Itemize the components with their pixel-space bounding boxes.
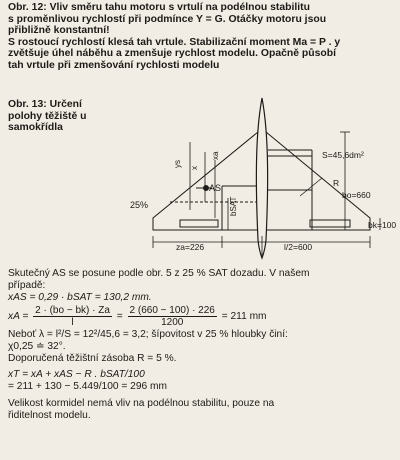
fuselage-outline	[256, 98, 267, 258]
ys-label: ys	[173, 160, 182, 168]
paragraph: Velikost kormidel nemá vliv na podélnou stabilitu, pouze na	[8, 397, 275, 409]
half-span-label: l/2=600	[284, 242, 313, 252]
equation	[8, 305, 396, 329]
as-label: AS	[209, 183, 222, 193]
left-elevon	[180, 220, 218, 227]
root-chord-label: bo=660	[342, 190, 371, 200]
fraction	[33, 305, 112, 328]
xa-label: xa	[211, 151, 220, 160]
caption-line: s proměnlivou rychlostí při podmínce Y = G. Otáčky motoru jsou	[8, 13, 327, 25]
paragraph: případě:	[8, 280, 46, 292]
numerator: 2 (660 − 100) · 226	[129, 304, 215, 316]
figure-12-caption	[8, 2, 396, 72]
caption-line: tah vrtule při zmenšování rychlosti modelu	[8, 59, 220, 71]
mac-label: bSAT	[229, 196, 238, 216]
denominator: 1200	[161, 316, 184, 328]
left-wing-outline	[153, 132, 258, 230]
caption-line: zvětšuje úhel náběhu a zmenšuje rychlost modelu. Opačně působí	[8, 48, 336, 60]
equation: χ0,25 ≐ 32°.	[8, 340, 66, 352]
flying-wing-diagram	[0, 90, 400, 262]
caption-line: polohy těžiště u	[8, 110, 87, 122]
caption-line: Obr. 12: Vliv směru tahu motoru s vrtulí na podélnou stabilitu	[8, 2, 310, 13]
r-label: R	[333, 178, 340, 188]
right-elevon	[310, 220, 350, 227]
equation: xT = xA + xAS − R . bSAT/100	[8, 369, 145, 381]
body-text	[8, 268, 396, 422]
caption-line: Obr. 13: Určení	[8, 99, 82, 110]
quarter-chord-label: 25%	[130, 200, 149, 210]
denominator: l	[71, 316, 74, 328]
equation-part: =	[116, 310, 123, 322]
area-label: S=45,6dm²	[322, 150, 364, 160]
caption-line: přibližně konstantní!	[8, 25, 110, 37]
paragraph: Skutečný AS se posune podle obr. 5 z 25 % SAT dozadu. V našem	[8, 268, 310, 279]
fraction	[128, 305, 217, 328]
caption-line: S rostoucí rychlostí klesá tah vrtule. Stabilizační moment Ma = P . y	[8, 36, 341, 48]
za-label: za=226	[176, 242, 205, 252]
x-label: x	[190, 166, 199, 170]
equation: xAS = 0,29 · bSAT = 130,2 mm.	[8, 292, 152, 304]
tip-chord-label: bk=100	[368, 220, 397, 230]
numerator: 2 · (bo − bk) · Za	[35, 304, 110, 316]
paragraph: Neboť λ = l²/S = 12²/45,6 = 3,2; šípovitost v 25 % hloubky činí:	[8, 328, 288, 340]
equation-part: = 211 mm	[221, 310, 267, 322]
equation: = 211 + 130 − 5.449/100 = 296 mm	[8, 381, 167, 393]
equation-part: xA =	[8, 310, 29, 322]
caption-line: samokřídla	[8, 122, 63, 134]
paragraph: Doporučená těžištní zásoba R = 5 %.	[8, 353, 177, 365]
paragraph: řiditelnost modelu.	[8, 409, 91, 421]
